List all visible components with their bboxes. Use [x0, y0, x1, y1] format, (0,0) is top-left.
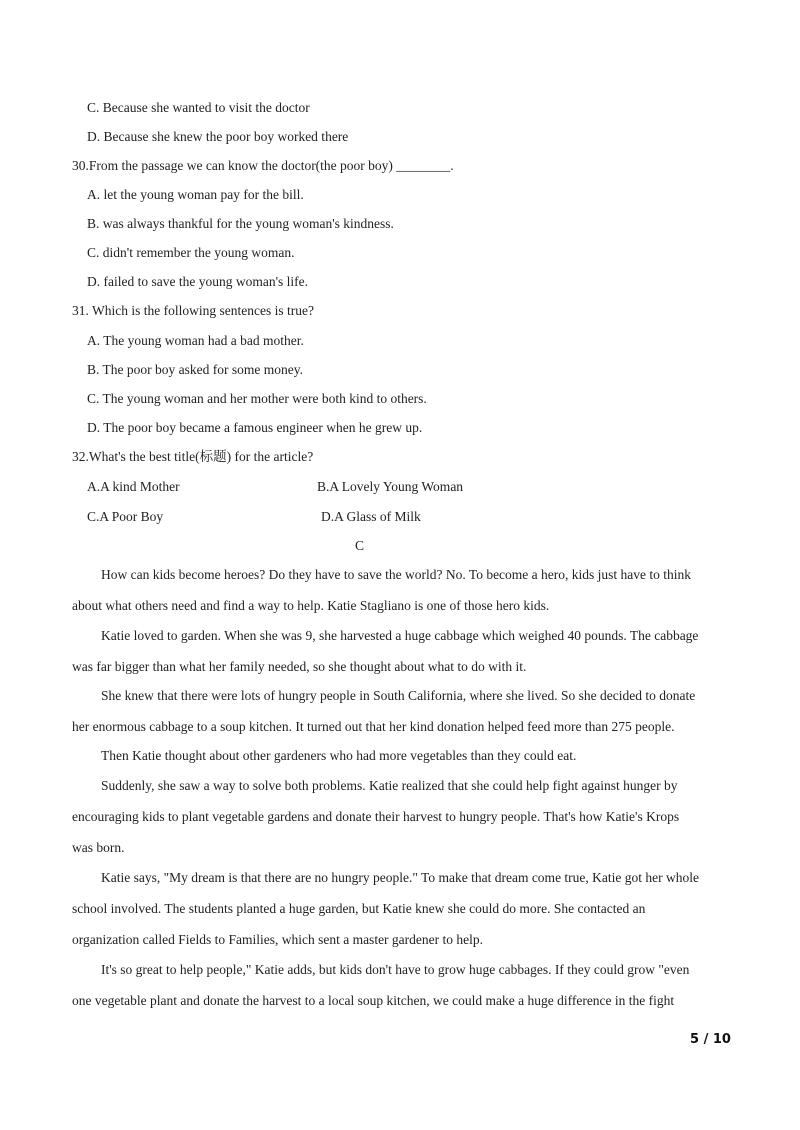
q32-stem: 32.What's the best title(标题) for the article?	[72, 449, 314, 464]
passage-line: How can kids become heroes? Do they have to save the world? No. To become a hero, kids just have to think	[101, 567, 692, 582]
q31-option-c: C. The young woman and her mother were both kind to others.	[87, 391, 427, 406]
q31-option-d: D. The poor boy became a famous engineer when he grew up.	[87, 420, 423, 435]
passage-line: It's so great to help people," Katie adds, but kids don't have to grow huge cabbages. If they could grow "even	[101, 962, 690, 977]
q32-option-d: D.A Glass of Milk	[321, 509, 421, 524]
passage-line: Katie says, "My dream is that there are no hungry people." To make that dream come true, Katie got her whole	[101, 870, 700, 885]
passage-line: about what others need and find a way to help. Katie Stagliano is one of those hero kids.	[72, 598, 550, 613]
passage-line: her enormous cabbage to a soup kitchen. It turned out that her kind donation helped feed more than 275 people.	[72, 719, 675, 734]
passage-line: She knew that there were lots of hungry people in South California, where she lived. So she decided to donate	[101, 688, 696, 703]
q32-option-c: C.A Poor Boy	[87, 509, 164, 524]
q29-option-c: C. Because she wanted to visit the doctor	[87, 100, 310, 115]
q32-option-a: A.A kind Mother	[87, 479, 180, 494]
q30-option-d: D. failed to save the young woman's life.	[87, 274, 309, 289]
q31-stem: 31. Which is the following sentences is true?	[72, 303, 314, 318]
q31-option-a: A. The young woman had a bad mother.	[87, 333, 304, 348]
passage-line: was born.	[72, 840, 125, 855]
q29-option-d: D. Because she knew the poor boy worked there	[87, 129, 349, 144]
passage-line: Then Katie thought about other gardeners who had more vegetables than they could eat.	[101, 748, 577, 763]
passage-line: Katie loved to garden. When she was 9, she harvested a huge cabbage which weighed 40 pounds. The cabbage	[101, 628, 699, 643]
q30-stem: 30.From the passage we can know the doctor(the poor boy) ________.	[72, 158, 454, 173]
page-number: 5 / 10	[690, 1032, 731, 1047]
q32-option-b: B.A Lovely Young Woman	[317, 479, 464, 494]
passage-line: was far bigger than what her family needed, so she thought about what to do with it.	[72, 659, 527, 674]
section-c-heading: C	[355, 538, 365, 553]
passage-line: Suddenly, she saw a way to solve both problems. Katie realized that she could help fight against hunger by	[101, 778, 678, 793]
passage-line: school involved. The students planted a huge garden, but Katie knew she could do more. She contacted an	[72, 901, 646, 916]
q30-option-b: B. was always thankful for the young woman's kindness.	[87, 216, 394, 231]
q30-option-c: C. didn't remember the young woman.	[87, 245, 295, 260]
q30-option-a: A. let the young woman pay for the bill.	[87, 187, 304, 202]
passage-line: one vegetable plant and donate the harvest to a local soup kitchen, we could make a huge difference in the fight	[72, 993, 675, 1008]
passage-line: encouraging kids to plant vegetable gardens and donate their harvest to hungry people. That's how Katie's Krops	[72, 809, 680, 824]
passage-line: organization called Fields to Families, which sent a master gardener to help.	[72, 932, 484, 947]
q31-option-b: B. The poor boy asked for some money.	[87, 362, 303, 377]
